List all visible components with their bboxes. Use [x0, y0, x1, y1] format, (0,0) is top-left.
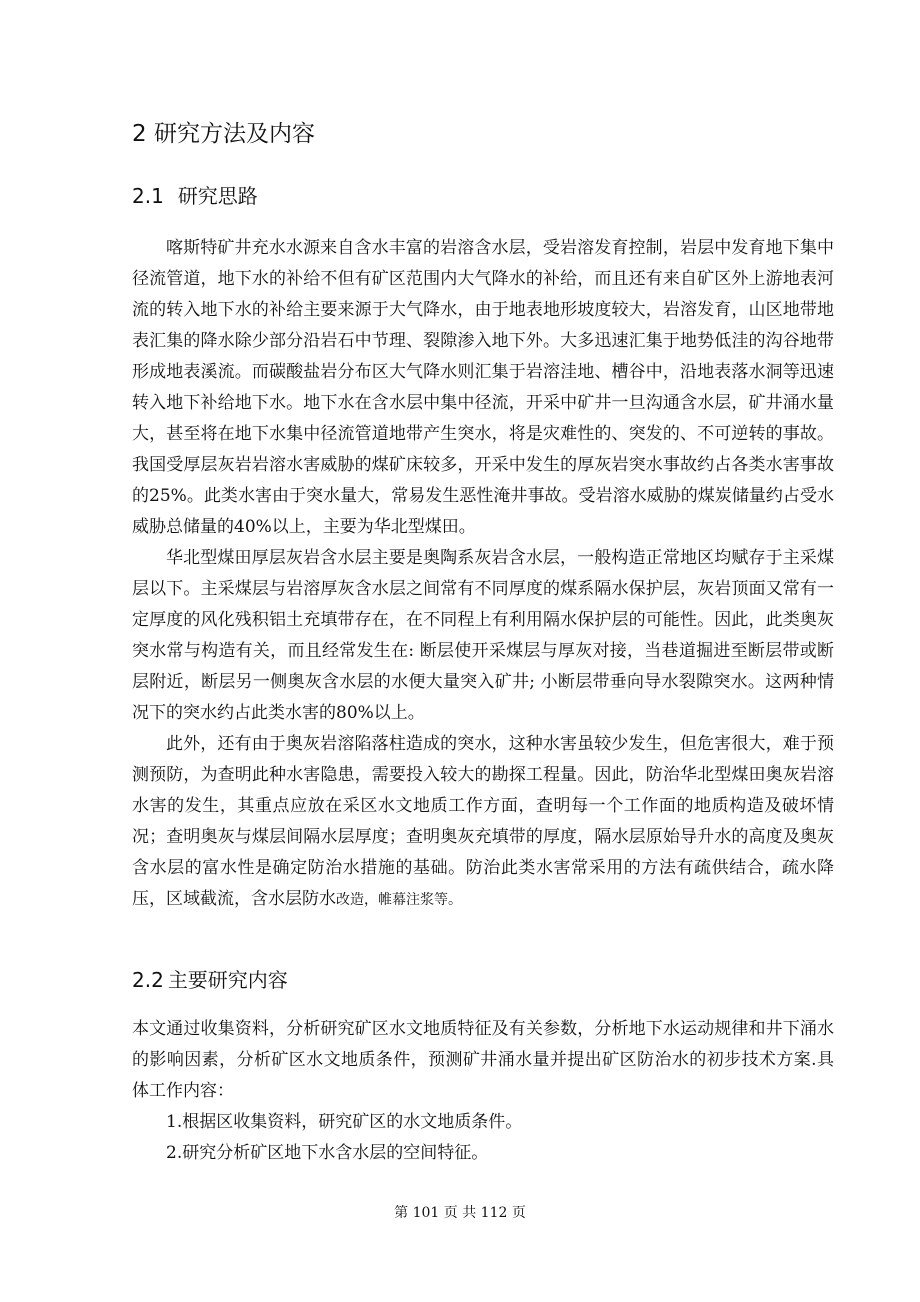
paragraph-main-text: 此外，还有由于奥灰岩溶陷落柱造成的突水，这种水害虽较少发生，但危害很大，难于预测预防，为查明此种水害隐患，需要投入较大的勘探工程量。因此，防治华北型煤田奥灰岩溶水害的发生，其重点应放在采区水文地质工作方面，查明每一个工作面的地质构造及破坏情况；查明奥灰与煤层间隔水层厚度；查明奥灰充填带的厚度，隔水层原始导升水的高度及奥灰含水层的富水性是确定防治水措施的基础。防治此类水害常采用的方法有疏供结合，疏水降压，区域截流，含水层防水 — [132, 734, 834, 909]
section-title: 研究思路 — [177, 184, 258, 208]
list-item: 2.研究分析矿区地下水含水层的空间特征。 — [166, 1143, 489, 1163]
chapter-heading: 2 研究方法及内容 — [132, 121, 315, 147]
section-heading-2-1 — [132, 180, 258, 212]
section-number: 2.1 — [132, 184, 164, 208]
paragraph: 喀斯特矿井充水水源来自含水丰富的岩溶含水层，受岩溶发育控制，岩层中发育地下集中径流管道，地下水的补给不但有矿区范围内大气降水的补给，而且还有来自矿区外上游地表河流的转入地下水的补给主要来源于大气降水，由于地表地形坡度较大，岩溶发育，山区地带地表汇集的降水除少部分沿岩石中节理、裂隙渗入地下外。大多迅速汇集于地势低洼的沟谷地带形成地表溪流。而碳酸盐岩分布区大气降水则汇集于岩溶洼地、槽谷中，沿地表落水洞等迅速转入地下补给地下水。地下水在含水层中集中径流，开采中矿井一旦沟通含水层，矿井涌水量大，甚至将在地下水集中径流管道地带产生突水，将是灾难性的、突发的、不可逆转的事故。我国受厚层灰岩岩溶水害威胁的煤矿床较多，开采中发生的厚灰岩突水事故约占各类水害事故的25%。此类水害由于突水量大，常易发生恶性淹井事故。受岩溶水威胁的煤炭储量约占受水威胁总储量的40%以上，主要为华北型煤田。 — [132, 238, 834, 537]
page-footer: 第 101 页 共 112 页 — [394, 1205, 526, 1221]
section-2-2-body — [132, 1014, 834, 1169]
paragraph: 本文通过收集资料，分析研究矿区水文地质特征及有关参数，分析地下水运动规律和井下涌水的影响因素，分析矿区水文地质条件，预测矿井涌水量并提出矿区防治水的初步技术方案.具体工作内容： — [132, 1019, 834, 1101]
paragraph-tail-text: 改造，帷幕注浆等。 — [336, 892, 462, 908]
section-number: 2.2 — [132, 968, 164, 992]
section-title: 主要研究内容 — [167, 968, 288, 992]
section-2-1-body — [132, 233, 834, 916]
paragraph: 华北型煤田厚层灰岩含水层主要是奥陶系灰岩含水层，一般构造正常地区均赋存于主采煤层以下。主采煤层与岩溶厚灰含水层之间常有不同厚度的煤系隔水保护层，灰岩顶面又常有一定厚度的风化残积铝土充填带存在，在不同程上有利用隔水保护层的可能性。因此，此类奥灰突水常与构造有关，而且经常发生在: 断层使开采煤层与厚灰对接，当巷道掘进至断层带或断层附近，断层另一侧奥灰含水层的水便大量突入矿井; 小断层带垂向导水裂隙突水。这两种情况下的突水约占此类水害的80%以上。 — [132, 548, 834, 723]
section-heading-2-2 — [132, 964, 288, 996]
paragraph — [132, 729, 834, 916]
list-item: 1.根据区收集资料，研究矿区的水文地质条件。 — [166, 1112, 523, 1132]
